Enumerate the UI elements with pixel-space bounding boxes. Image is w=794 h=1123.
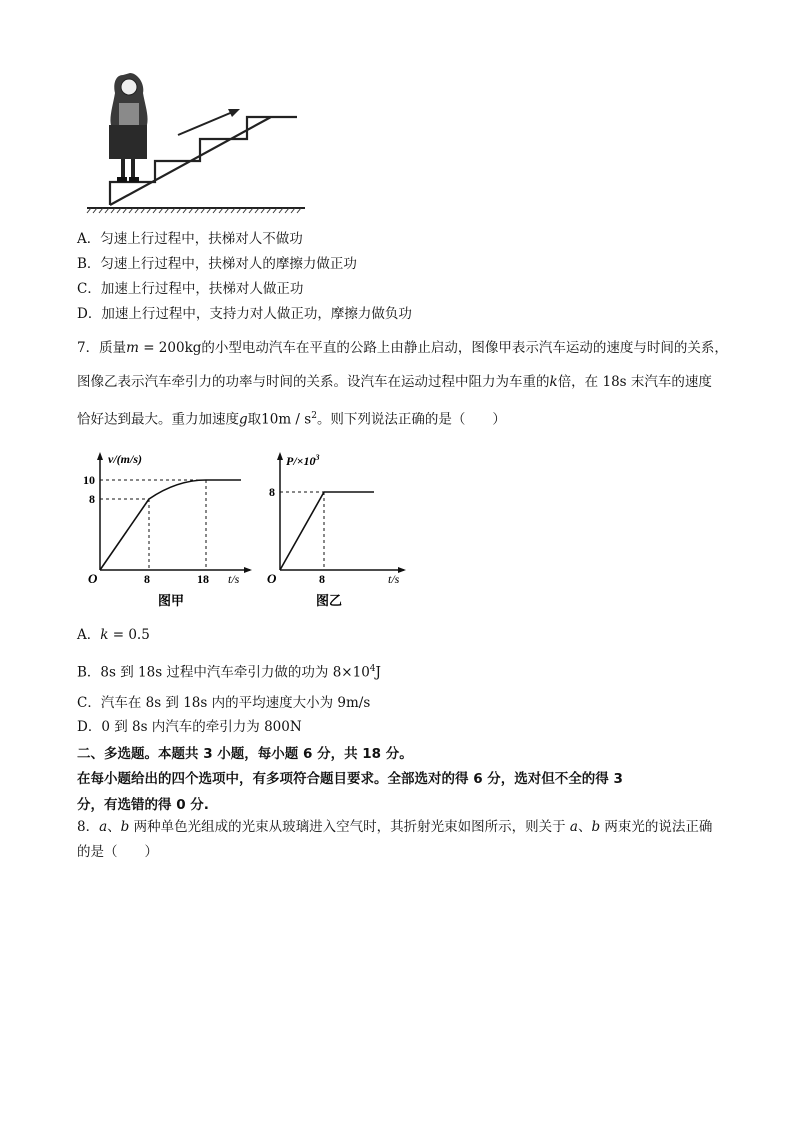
jia-x-tick-18: 18 <box>197 572 209 586</box>
q8-stem-line2: 的是（ ） <box>77 844 158 860</box>
jia-x-tick-8: 8 <box>144 572 150 586</box>
q7-option-d: D．0 到 8s 内汽车的牵引力为 800N <box>77 719 302 735</box>
q6-option-d: D．加速上行过程中，支持力对人做正功，摩擦力做负功 <box>77 306 412 322</box>
figure-jia-velocity-graph <box>78 452 258 612</box>
yi-origin: O <box>267 571 277 586</box>
yi-x-label: t/s <box>388 572 400 586</box>
yi-y-tick-8: 8 <box>269 485 275 499</box>
q8-stem-line1: 8．a、b 两种单色光组成的光束从玻璃进入空气时，其折射光束如图所示，则关于 a、b 两束光的说法正确 <box>77 819 713 835</box>
q7-option-c: C．汽车在 8s 到 18s 内的平均速度大小为 9m/s <box>77 695 371 711</box>
yi-y-label: $P/\times 10^3$ <box>286 453 320 468</box>
q7-stem-line3: 恰好达到最大。重力加速度g取$10m / s^2$。则下列说法正确的是（ ） <box>77 411 506 428</box>
jia-y-label: v/(m/s) <box>108 452 142 466</box>
q6-option-a: A．匀速上行过程中，扶梯对人不做功 <box>77 231 303 247</box>
jia-caption: 图甲 <box>158 594 185 609</box>
q7-stem-line1: 7．质量m = 200kg的小型电动汽车在平直的公路上由静止启动，图像甲表示汽车运动的速度与时间的关系， <box>77 340 728 356</box>
section2-instr-line1: 在每小题给出的四个选项中，有多项符合题目要求。全部选对的得 6 分，选对但不全的得 3 <box>77 771 623 787</box>
section2-instr-line2: 分，有选错的得 0 分. <box>77 797 209 813</box>
yi-caption: 图乙 <box>316 594 343 609</box>
yi-x-tick-8: 8 <box>319 572 325 586</box>
jia-y-tick-8: 8 <box>89 492 95 506</box>
jia-y-tick-10: 10 <box>83 473 95 487</box>
figure-yi-power-graph <box>266 452 416 612</box>
jia-x-label: t/s <box>228 572 240 586</box>
section2-title: 二、多选题。本题共 3 小题，每小题 6 分，共 18 分。 <box>77 746 413 762</box>
escalator-figure <box>85 65 315 215</box>
q7-option-b: B．8s 到 18s 过程中汽车牵引力做的功为 $8\times 10^4J$ <box>77 664 381 681</box>
q6-option-c: C．加速上行过程中，扶梯对人做正功 <box>77 281 304 297</box>
person-icon <box>109 73 148 182</box>
q6-option-b: B．匀速上行过程中，扶梯对人的摩擦力做正功 <box>77 256 357 272</box>
jia-origin: O <box>88 571 98 586</box>
q7-option-a: A．k = 0.5 <box>77 627 150 643</box>
q7-stem-line2: 图像乙表示汽车牵引力的功率与时间的关系。设汽车在运动过程中阻力为车重的k倍，在 18s 末汽车的速度 <box>77 374 712 390</box>
